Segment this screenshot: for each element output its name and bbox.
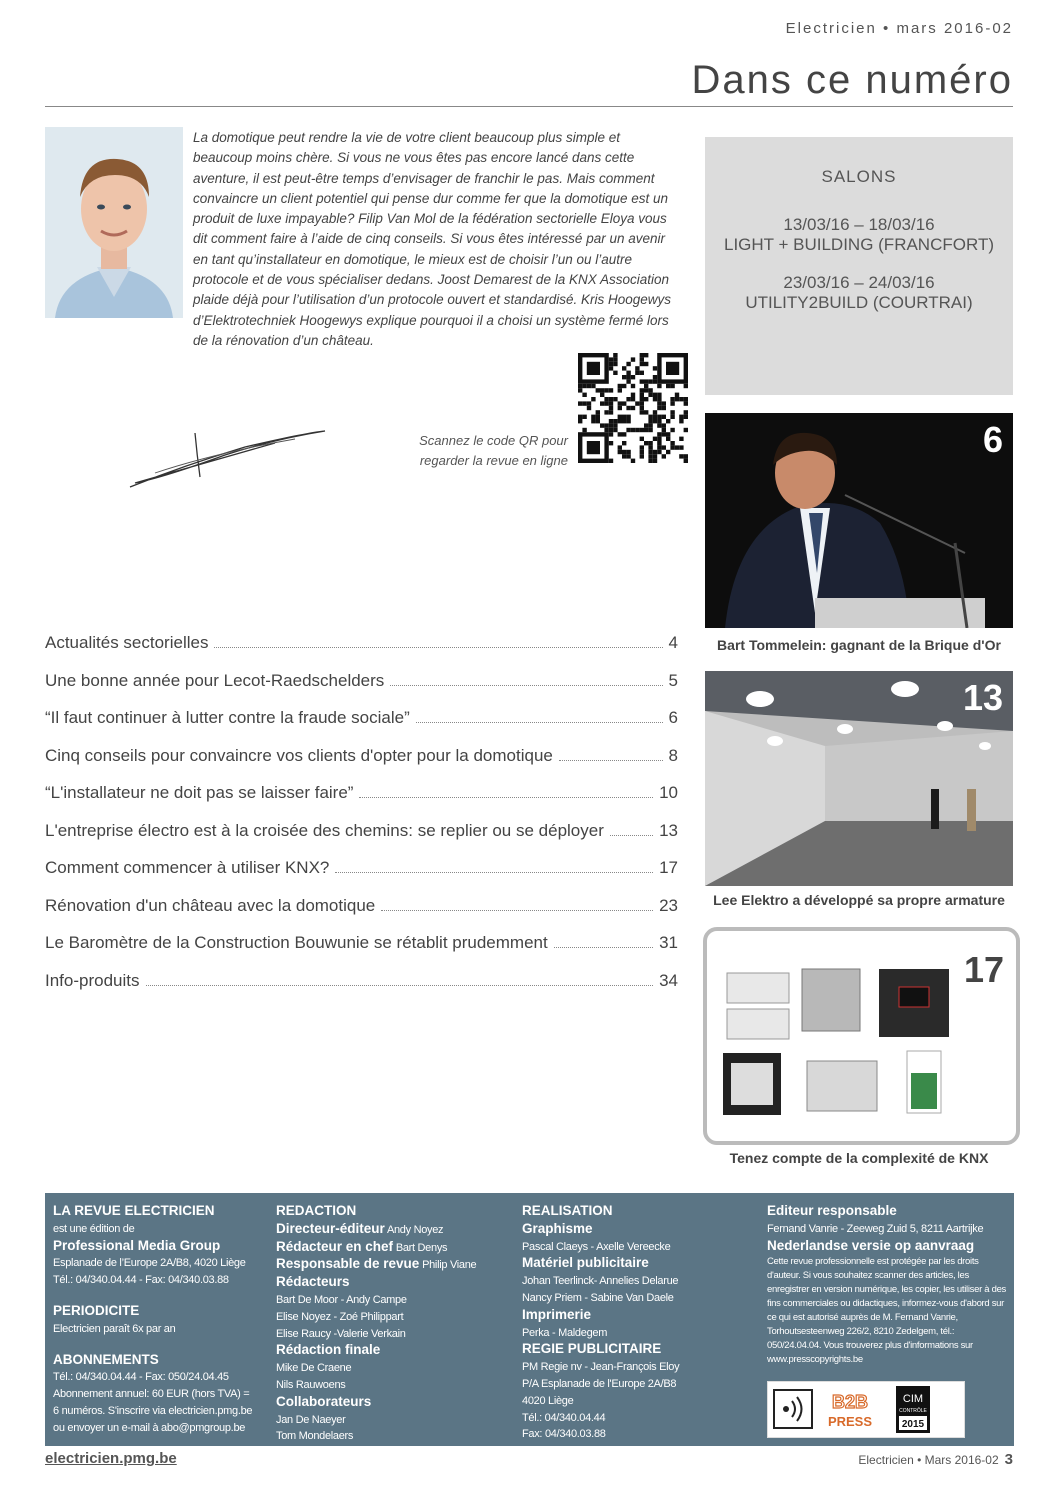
feature-photo-hall[interactable] bbox=[705, 671, 1013, 886]
website-link[interactable]: electricien.pmg.be bbox=[45, 1450, 177, 1467]
colophon-role: Matériel publicitaire bbox=[522, 1255, 649, 1271]
colophon-col-realisation bbox=[522, 1203, 762, 1443]
qr-instruction-line1: Scannez le code QR pour bbox=[419, 433, 568, 448]
toc-label: “L'installateur ne doit pas se laisser faire” bbox=[45, 783, 354, 802]
feature-2-number: 13 bbox=[962, 677, 1003, 718]
table-of-contents bbox=[45, 633, 678, 1008]
colophon-line: Philip Viane bbox=[422, 1259, 477, 1272]
salon-2-name: UTILITY2BUILD (COURTRAI) bbox=[745, 293, 973, 312]
press-copyright-logo bbox=[774, 1390, 812, 1428]
feature-1-caption[interactable]: Bart Tommelein: gagnant de la Brique d'Or bbox=[717, 637, 1001, 653]
colophon-heading: Editeur responsable bbox=[767, 1203, 897, 1218]
colophon-line: P/A Esplanade de l'Europe 2A/B8 bbox=[522, 1377, 677, 1390]
toc-page: 10 bbox=[659, 783, 678, 802]
toc-row[interactable] bbox=[45, 746, 678, 784]
page-number: 3 bbox=[1004, 1451, 1013, 1468]
colophon-line: Bart De Moor - Andy Campe bbox=[276, 1293, 407, 1306]
salon-2-dates: 23/03/16 – 24/03/16 bbox=[783, 273, 935, 292]
colophon-line: 6 numéros. S'inscrire via electricien.pmg.be bbox=[53, 1404, 253, 1417]
toc-page: 8 bbox=[668, 745, 678, 765]
feature-3-caption[interactable]: Tenez compte de la complexité de KNX bbox=[729, 1150, 989, 1166]
toc-page: 4 bbox=[668, 633, 678, 652]
colophon-role: Rédacteurs bbox=[276, 1274, 350, 1290]
colophon-line: Bart Denys bbox=[395, 1241, 448, 1254]
colophon-role: Graphisme bbox=[522, 1220, 593, 1236]
cim-logo-year: 2015 bbox=[901, 1419, 925, 1430]
colophon-heading: Professional Media Group bbox=[53, 1237, 221, 1253]
colophon-line: Tél.: 04/340.04.44 - Fax: 04/340.03.88 bbox=[53, 1274, 229, 1287]
colophon-role: Collaborateurs bbox=[276, 1393, 372, 1409]
colophon-line: Electricien paraît 6x par an bbox=[53, 1322, 176, 1335]
colophon-line: Jan De Naeyer bbox=[276, 1413, 346, 1426]
qr-instruction-line2: regarder la revue en ligne bbox=[419, 453, 568, 468]
header-rule bbox=[45, 106, 1013, 107]
colophon-line: Pascal Claeys - Axelle Vereecke bbox=[522, 1240, 671, 1253]
colophon-heading: REDACTION bbox=[276, 1203, 357, 1218]
feature-1-number: 6 bbox=[982, 419, 1003, 460]
toc-page: 5 bbox=[668, 670, 678, 690]
salons-heading: SALONS bbox=[821, 167, 897, 186]
salon-1-name: LIGHT + BUILDING (FRANCFORT) bbox=[724, 235, 994, 254]
colophon-line: Andy Noyez bbox=[386, 1223, 444, 1236]
partner-logos bbox=[767, 1381, 965, 1438]
colophon-heading: PERIODICITE bbox=[53, 1302, 140, 1318]
colophon-heading: REALISATION bbox=[522, 1203, 613, 1218]
toc-page: 13 bbox=[659, 820, 678, 840]
colophon-col-publisher bbox=[53, 1203, 273, 1437]
colophon-role: Rédacteur en chef bbox=[276, 1238, 394, 1254]
page-footer bbox=[858, 1451, 1013, 1468]
editor-photo bbox=[45, 127, 183, 318]
colophon-role: Rédaction finale bbox=[276, 1342, 381, 1358]
colophon-line: Perka - Maldegem bbox=[522, 1326, 608, 1339]
toc-leader bbox=[146, 985, 654, 986]
press-logo-text: PRESS bbox=[827, 1414, 873, 1429]
toc-label: Rénovation d'un château avec la domotique bbox=[45, 895, 376, 915]
page-title: Dans ce numéro bbox=[691, 58, 1013, 102]
colophon-line: Esplanade de l’Europe 2A/B8, 4020 Liège bbox=[53, 1257, 246, 1270]
toc-page: 6 bbox=[668, 708, 678, 727]
toc-label: Cinq conseils pour convaincre vos clients d'opter pour la domotique bbox=[45, 745, 553, 765]
colophon-line: Johan Teerlinck- Annelies Delarue bbox=[522, 1275, 679, 1288]
colophon-role: Responsable de revue bbox=[276, 1256, 420, 1272]
footer-issue: Electricien • Mars 2016-02 bbox=[858, 1453, 999, 1467]
colophon-role: Directeur-éditeur bbox=[276, 1220, 385, 1236]
salon-1-dates: 13/03/16 – 18/03/16 bbox=[783, 215, 935, 234]
feature-2-caption[interactable]: Lee Elektro a développé sa propre armature bbox=[713, 892, 1005, 908]
colophon-col-redaction bbox=[276, 1203, 516, 1445]
toc-row[interactable] bbox=[45, 933, 678, 971]
toc-row[interactable] bbox=[45, 783, 678, 821]
toc-leader bbox=[335, 872, 653, 873]
toc-row[interactable] bbox=[45, 858, 678, 896]
toc-leader bbox=[416, 722, 663, 723]
qr-code[interactable] bbox=[578, 353, 690, 468]
toc-label: Info-produits bbox=[45, 970, 140, 990]
toc-label: Une bonne année pour Lecot-Raedschelders bbox=[45, 670, 385, 690]
feature-knx-products[interactable] bbox=[703, 927, 1020, 1145]
colophon-line: Fax: 04/340.03.88 bbox=[522, 1428, 606, 1441]
colophon-col-editor bbox=[767, 1203, 1007, 1367]
colophon-line: Tél.: 04/340.04.44 bbox=[522, 1411, 606, 1424]
colophon-line: Elise Raucy -Valerie Verkain bbox=[276, 1327, 406, 1340]
copyright-notice: Cette revue professionnelle est protégée par les droits d'auteur. Si vous souhaitez scanner des articles, les enregistrer en version numérique, les copier, les utiliser à des fins commerciales ou didactiques, informez-vous d'abord sur ce qui est autorisé auprès de M. Fernand Vanrie, Torhoutsesteenweg 226/2, 8210 Zedelgem, tél.: 050/24.04.04. Vous trouverez plus d'informations sur www.presscopyrights.be bbox=[767, 1256, 1007, 1366]
issue-label: Electricien • mars 2016-02 bbox=[785, 20, 1013, 37]
colophon-line: ou envoyer un e-mail à abo@pmgroup.be bbox=[53, 1421, 246, 1434]
toc-leader bbox=[381, 910, 653, 911]
colophon-line: Tom Mondelaers bbox=[276, 1430, 354, 1443]
toc-label: Actualités sectorielles bbox=[45, 633, 209, 652]
colophon-line: Nancy Priem - Sabine Van Daele bbox=[522, 1291, 674, 1304]
qr-instruction bbox=[380, 431, 568, 471]
toc-row[interactable] bbox=[45, 821, 678, 859]
toc-leader bbox=[214, 647, 662, 648]
toc-label: Le Baromètre de la Construction Bouwunie se rétablit prudemment bbox=[45, 933, 548, 952]
toc-leader bbox=[359, 797, 653, 798]
cim-logo-text: CIM bbox=[902, 1393, 924, 1405]
colophon-heading: ABONNEMENTS bbox=[53, 1351, 159, 1367]
toc-row[interactable] bbox=[45, 633, 678, 671]
colophon-line: Nils Rauwoens bbox=[276, 1378, 346, 1391]
colophon-line: Elise Noyez - Zoé Philippart bbox=[276, 1310, 404, 1323]
toc-row[interactable] bbox=[45, 708, 678, 746]
toc-leader bbox=[610, 835, 653, 836]
b2b-logo: B2B bbox=[831, 1392, 869, 1412]
toc-leader bbox=[559, 760, 663, 761]
colophon bbox=[45, 1193, 1014, 1446]
toc-page: 17 bbox=[659, 858, 678, 877]
toc-leader bbox=[390, 685, 662, 686]
toc-row[interactable] bbox=[45, 896, 678, 934]
colophon-role: Imprimerie bbox=[522, 1306, 592, 1322]
colophon-line: Abonnement annuel: 60 EUR (hors TVA) = bbox=[53, 1388, 250, 1401]
signature bbox=[125, 425, 335, 495]
colophon-line: 4020 Liège bbox=[522, 1394, 574, 1407]
toc-label: Comment commencer à utiliser KNX? bbox=[45, 858, 330, 877]
toc-label: L'entreprise électro est à la croisée des chemins: se replier ou se déployer bbox=[45, 820, 604, 840]
toc-label: “Il faut continuer à lutter contre la fraude sociale” bbox=[45, 708, 410, 727]
toc-page: 31 bbox=[659, 933, 678, 952]
feature-3-number: 17 bbox=[963, 949, 1004, 990]
toc-leader bbox=[554, 947, 653, 948]
toc-page: 23 bbox=[659, 895, 678, 915]
colophon-heading: Nederlandse versie op aanvraag bbox=[767, 1237, 975, 1253]
colophon-line: Fernand Vanrie - Zeeweg Zuid 5, 8211 Aartrijke bbox=[767, 1222, 984, 1235]
colophon-line: Mike De Craene bbox=[276, 1362, 352, 1375]
colophon-line: PM Regie nv - Jean-François Eloy bbox=[522, 1361, 680, 1374]
salons-box bbox=[705, 137, 1013, 395]
toc-row[interactable] bbox=[45, 671, 678, 709]
colophon-heading: REGIE PUBLICITAIRE bbox=[522, 1341, 662, 1357]
editorial-text: La domotique peut rendre la vie de votre client beaucoup plus simple et beaucoup moins chère. Si vous ne vous êtes pas encore lancé dans cette aventure, il est peut-être temps d’envisager de franchir le pas. Mais comment convaincre un client potentiel qui pense dur comme fer que la domotique est un produit de luxe impayable? Filip Van Mol de la fédération sectorielle Eloya vous dit comment faire à l’aide de cinq conseils. Si vous êtes intéressé par un avenir en tant qu’installateur en domotique, le mieux est de choisir l’un ou l’autre protocole et de vous spécialiser dedans. Joost Demarest de la KNX Association plaide déjà pour l’utilisation d’un protocole ouvert et standardisé. Kris Hoogewys d’Elektrotechniek Hoogewys explique pourquoi il a choisi un système fermé lors de la rénovation d’un château. bbox=[193, 130, 672, 348]
colophon-line: est une édition de bbox=[53, 1222, 135, 1235]
cim-logo-subtext: CONTRÔLE bbox=[899, 1408, 927, 1414]
colophon-line: Tél.: 04/340.04.44 - Fax: 050/24.04.45 bbox=[53, 1371, 229, 1384]
colophon-heading: LA REVUE ELECTRICIEN bbox=[53, 1203, 215, 1218]
feature-photo-speaker[interactable] bbox=[705, 413, 1013, 628]
toc-page: 34 bbox=[659, 970, 678, 990]
toc-row[interactable] bbox=[45, 971, 678, 1009]
